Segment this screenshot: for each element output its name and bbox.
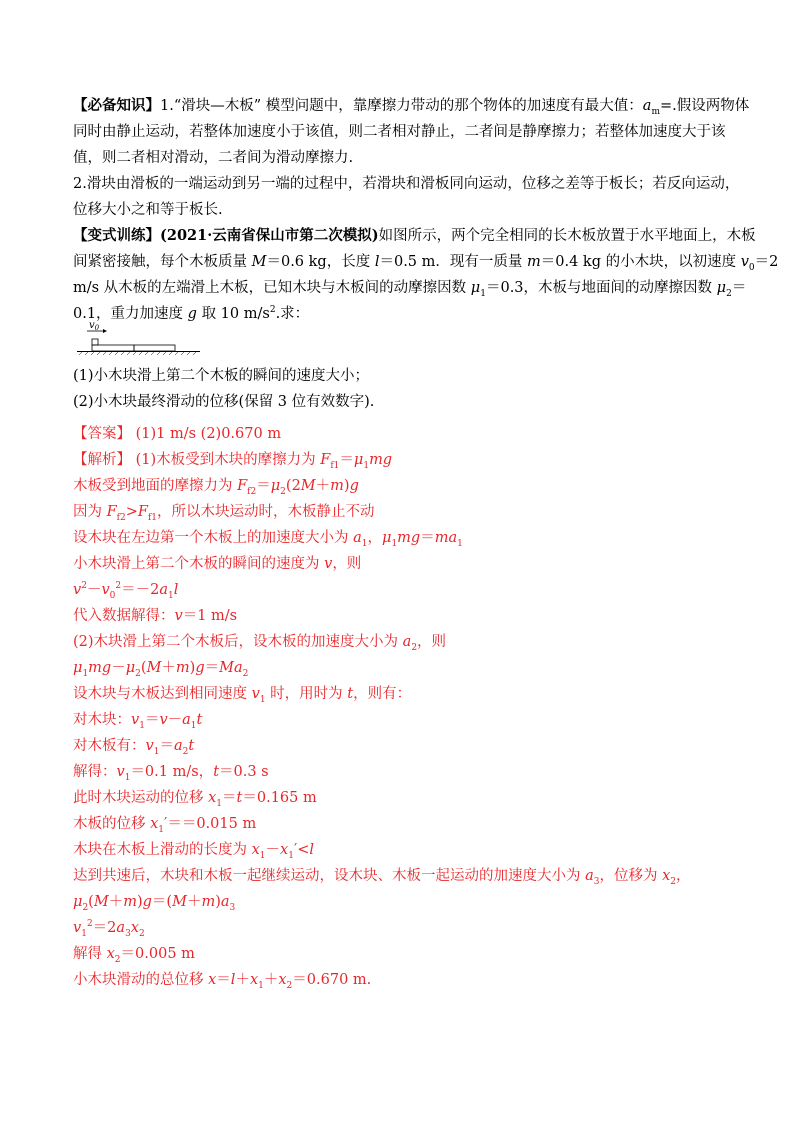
analysis-line-20: 解得 $x_2=0.005$ m <box>73 946 195 965</box>
exercise-line-3: m/s 从木板的左端滑上木板，已知木块与木板间的动摩擦因数 $\mu_1=0.3$，木板与地面间的动摩擦因数 $\mu_2=$ <box>73 280 747 299</box>
analysis-line-21: 小木块滑动的总位移 $x=l+x_1+x_2=0.670$ m. <box>73 972 372 991</box>
arrow-head-icon <box>103 329 107 333</box>
knowledge-line-3: 值，则二者相对滑动，二者间为滑动摩擦力. <box>73 150 354 166</box>
analysis-line-1: 【解析】 (1)木板受到木块的摩擦力为 $F_{f1}=\mu_1mg$ <box>73 452 393 471</box>
analysis-line-12: 对木板有：$v_1=a_2t$ <box>73 738 195 757</box>
exercise-line-4: 0.1，重力加速度 g 取 10 $m/s^2$.求： <box>73 305 310 322</box>
v0-label: $v_0$ <box>89 320 100 332</box>
analysis-line-19: $v_1^2=2a_3x_2$ <box>73 919 145 939</box>
analysis-line-4: 设木块在左边第一个木板上的加速度大小为 $a_1$，$\mu_1mg=ma_1$ <box>73 530 463 549</box>
answer-line <box>73 424 733 444</box>
exercise-line-2: 间紧密接触，每个木板质量 M＝0.6 kg，长度 l＝0.5 m．现有一质量 m＝0.4 kg 的小木块，以初速度 $v_0=2$ <box>73 254 779 273</box>
answer-text: (1)1 m/s (2)0.670 m <box>131 426 282 442</box>
small-block <box>92 339 98 345</box>
board-1 <box>92 345 134 351</box>
analysis-line-7: 代入数据解得：v＝1 m/s <box>73 608 238 624</box>
analysis-line-8: (2)木块滑上第二个木板后，设木板的加速度大小为 $a_2$，则 <box>73 634 447 653</box>
analysis-line-15: 木板的位移 $x_1'==0.015$ m <box>73 816 257 835</box>
question-2: (2)小木块最终滑动的位移(保留 3 位有效数字). <box>73 394 375 410</box>
knowledge-line-2: 同时由静止运动，若整体加速度小于该值，则二者相对静止，二者间是静摩擦力；若整体加速度大于该 <box>73 124 726 140</box>
analysis-line-2: 木板受到地面的摩擦力为 $F_{f2}=\mu_2(2M+m)g$ <box>73 478 359 497</box>
analysis-line-17: 达到共速后，木块和木板一起继续运动，设木块、木板一起运动的加速度大小为 $a_3$，位移为 $x_2$， <box>73 868 691 887</box>
analysis-line-9: $\mu_1mg-\mu_2(M+m)g=Ma_2$ <box>73 660 249 679</box>
analysis-line-5: 小木块滑上第二个木板的瞬间的速度为 v，则 <box>73 556 362 572</box>
knowledge-line-1: 【必备知识】1.“滑块—木板” 模型问题中，靠摩擦力带动的那个物体的加速度有最大值：$a_m=$.假设两物体 <box>73 97 750 117</box>
analysis-line-18: $\mu_2(M+m)g=(M+m)a_3$ <box>73 894 236 913</box>
board-2 <box>134 345 175 351</box>
exercise-source: (2021·云南省保山市第二次模拟) <box>160 227 379 244</box>
analysis-line-16: 木块在木板上滑动的长度为 $x_1-x_1'<l$ <box>73 842 315 861</box>
analysis-line-6: $v^2-v_0^2=-2a_1l$ <box>73 581 179 601</box>
analysis-line-3: 因为 $F_{f2}>F_{f1}$，所以木块运动时，木板静止不动 <box>73 504 375 523</box>
analysis-line-14: 此时木块运动的位移 $x_1=t=0.165$ m <box>73 790 317 809</box>
question-1: (1)小木块滑上第二个木板的瞬间的速度大小； <box>73 368 370 384</box>
analysis-line-13: 解得：$v_1=0.1$ m/s，t＝0.3 s <box>73 764 269 783</box>
figure-svg <box>73 316 203 356</box>
ground-hatch <box>79 352 196 355</box>
board-block-figure <box>73 316 203 356</box>
exercise-line-1: 【变式训练】(2021·云南省保山市第二次模拟)如图所示，两个完全相同的长木板放置于水平地面上，木板 <box>73 227 756 244</box>
answer-label: 【答案】 <box>73 426 131 442</box>
knowledge-label: 【必备知识】 <box>73 97 160 114</box>
analysis-label: 【解析】 <box>73 452 131 468</box>
analysis-line-10: 设木块与木板达到相同速度 $v_1$ 时，用时为 t，则有： <box>73 686 412 705</box>
exercise-label: 【变式训练】 <box>73 227 160 244</box>
analysis-line-11: 对木块：$v_1=v-a_1t$ <box>73 712 203 731</box>
knowledge-line-4: 2.滑块由滑板的一端运动到另一端的过程中，若滑块和滑板同向运动，位移之差等于板长；若反向运动， <box>73 176 740 192</box>
knowledge-line-5: 位移大小之和等于板长. <box>73 202 223 218</box>
